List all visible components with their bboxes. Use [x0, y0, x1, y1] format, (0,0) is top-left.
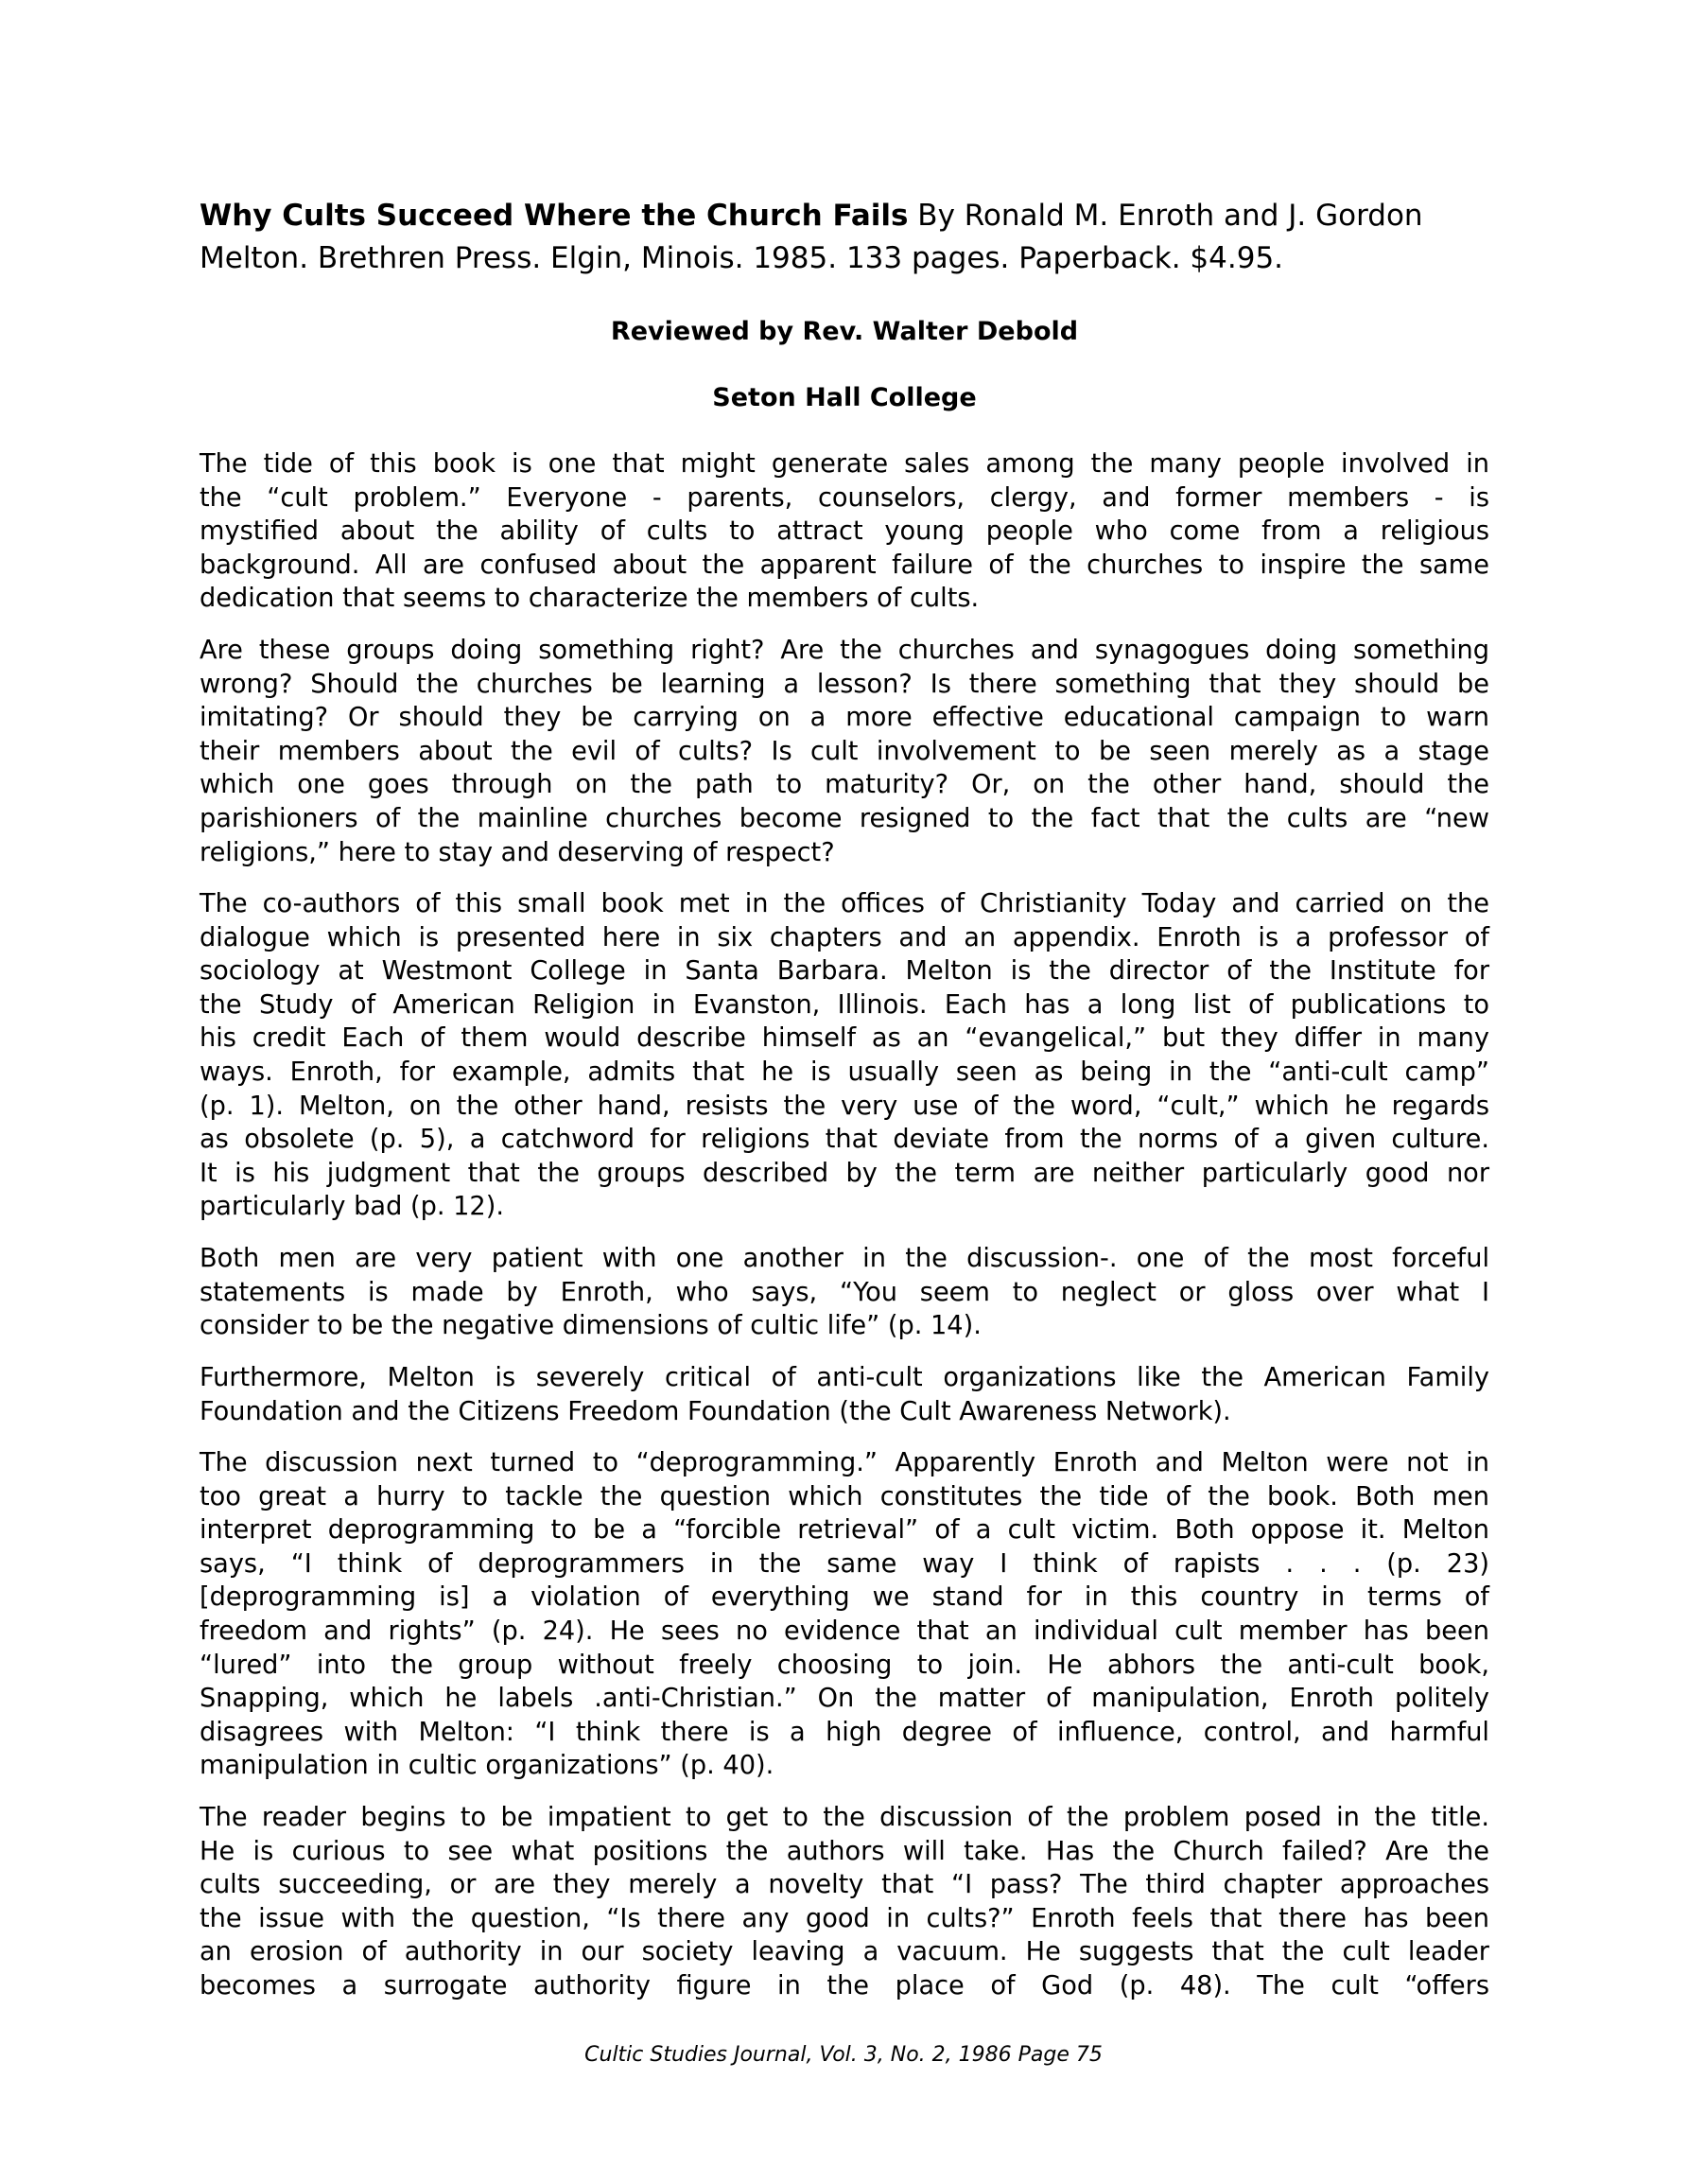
text-line: (p. 1). Melton, on the other hand, resists the very use of the word, “cult,” which he regards	[200, 1091, 1489, 1121]
text-line: background. All are confused about the apparent failure of the churches to inspire the same	[200, 550, 1489, 580]
text-line: particularly bad (p. 12).	[200, 1192, 504, 1222]
text-line: statements is made by Enroth, who says, “You seem to neglect or gloss over what I	[200, 1277, 1489, 1307]
paragraph-1	[200, 447, 1489, 616]
reviewer-heading: Reviewed by Rev. Walter Debold	[610, 317, 1079, 346]
citation-authors: By Ronald M. Enroth and J. Gordon	[908, 199, 1423, 233]
text-line: “lured” into the group without freely choosing to join. He abhors the anti-cult book,	[200, 1650, 1489, 1680]
text-line: the Study of American Religion in Evanston, Illinois. Each has a long list of publications to	[200, 989, 1489, 1020]
text-line: his credit Each of them would describe himself as an “evangelical,” but they differ in many	[200, 1023, 1489, 1054]
text-line: consider to be the negative dimensions of cultic life” (p. 14).	[200, 1311, 982, 1341]
text-line: which one goes through on the path to maturity? Or, on the other hand, should the	[200, 770, 1489, 800]
text-line: manipulation in cultic organizations” (p. 40).	[200, 1751, 774, 1781]
book-citation	[200, 195, 1489, 280]
text-line: becomes a surrogate authority figure in the place of God (p. 48). The cult “offers	[200, 1970, 1489, 2001]
text-line: cults succeeding, or are they merely a novelty that “I pass? The third chapter approaches	[200, 1870, 1489, 1900]
text-line: The co-authors of this small book met in the offices of Christianity Today and carried on the	[200, 889, 1489, 918]
text-line: parishioners of the mainline churches become resigned to the fact that the cults are “new	[200, 803, 1489, 833]
text-line: Foundation and the Citizens Freedom Foundation (the Cult Awareness Network).	[200, 1396, 1231, 1426]
text-line: as obsolete (p. 5), a catchword for religions that deviate from the norms of a given culture.	[200, 1125, 1489, 1155]
text-line: sociology at Westmont College in Santa Barbara. Melton is the director of the Institute for	[200, 956, 1489, 987]
book-title: Why Cults Succeed Where the Church Fails	[200, 199, 909, 233]
institution-heading: Seton Hall College	[712, 383, 977, 412]
text-line: imitating? Or should they be carrying on a more effective educational campaign to warn	[200, 703, 1489, 733]
paragraph-5	[200, 1361, 1489, 1428]
text-line: Both men are very patient with one another in the discussion-. one of the most forceful	[200, 1244, 1489, 1273]
text-line: their members about the evil of cults? Is cult involvement to be seen merely as a stage	[200, 736, 1489, 766]
text-line: wrong? Should the churches be learning a lesson? Is there something that they should be	[200, 669, 1489, 699]
journal-footer: Cultic Studies Journal, Vol. 3, No. 2, 1986 Page 75	[584, 2043, 1103, 2067]
text-line: interpret deprogramming to be a “forcible retrieval” of a cult victim. Both oppose it. Melton	[200, 1515, 1489, 1546]
paragraph-2	[200, 634, 1489, 869]
text-line: the issue with the question, “Is there any good in cults?” Enroth feels that there has been	[200, 1903, 1489, 1933]
paragraph-6	[200, 1446, 1489, 1783]
text-line: religions,” here to stay and deserving of respect?	[200, 837, 835, 867]
text-line: the “cult problem.” Everyone - parents, counselors, clergy, and former members - is	[200, 482, 1489, 513]
text-line: He is curious to see what positions the authors will take. Has the Church failed? Are the	[200, 1836, 1489, 1866]
text-line: disagrees with Melton: “I think there is a high degree of influence, control, and harmful	[200, 1717, 1489, 1747]
text-line: an erosion of authority in our society leaving a vacuum. He suggests that the cult leader	[200, 1937, 1489, 1967]
paragraph-7	[200, 1801, 1489, 2003]
text-line: It is his judgment that the groups described by the term are neither particularly good nor	[200, 1158, 1489, 1188]
text-line: says, “I think of deprogrammers in the same way I think of rapists . . . (p. 23)	[200, 1548, 1489, 1579]
text-line: The discussion next turned to “deprogramming.” Apparently Enroth and Melton were not in	[200, 1448, 1489, 1477]
paragraph-3	[200, 887, 1489, 1224]
text-line: mystified about the ability of cults to attract young people who come from a religious	[200, 516, 1489, 547]
text-line: too great a hurry to tackle the question which constitutes the tide of the book. Both men	[200, 1481, 1489, 1511]
text-line: freedom and rights” (p. 24). He sees no evidence that an individual cult member has been	[200, 1616, 1489, 1646]
citation-publication: Melton. Brethren Press. Elgin, Minois. 1985. 133 pages. Paperback. $4.95.	[200, 241, 1284, 275]
text-line: dialogue which is presented here in six chapters and an appendix. Enroth is a professor of	[200, 922, 1489, 952]
text-line: ways. Enroth, for example, admits that he is usually seen as being in the “anti-cult camp”	[200, 1057, 1489, 1087]
text-line: dedication that seems to characterize the members of cults.	[200, 584, 980, 614]
text-line: [deprogramming is] a violation of everything we stand for in this country in terms of	[200, 1582, 1489, 1613]
text-line: The tide of this book is one that might generate sales among the many people involved in	[200, 449, 1489, 479]
text-line: Furthermore, Melton is severely critical of anti-cult organizations like the American Family	[200, 1363, 1489, 1392]
text-line: Snapping, which he labels .anti-Christian.” On the matter of manipulation, Enroth politely	[200, 1684, 1489, 1714]
paragraph-4	[200, 1242, 1489, 1343]
text-line: Are these groups doing something right? Are the churches and synagogues doing something	[200, 636, 1489, 665]
text-line: The reader begins to be impatient to get to the discussion of the problem posed in the title.	[200, 1803, 1489, 1832]
